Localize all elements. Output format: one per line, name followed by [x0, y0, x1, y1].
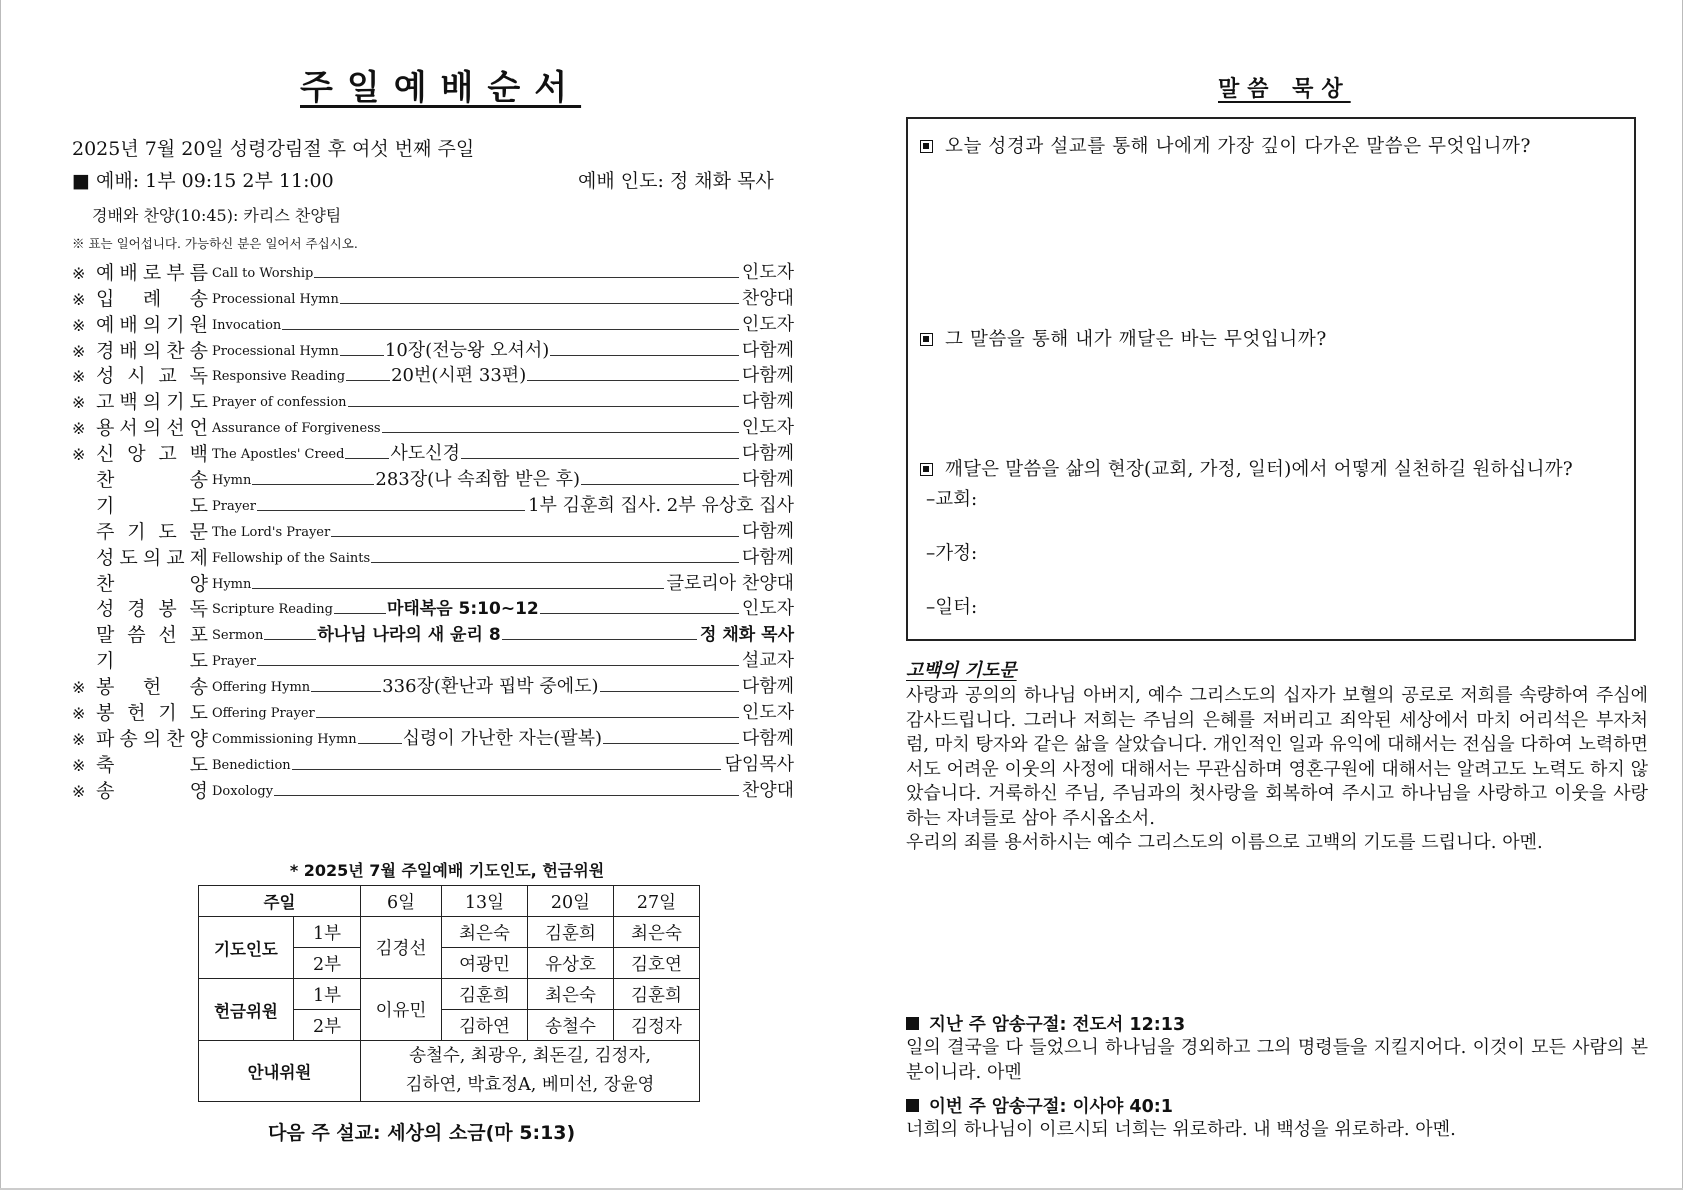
order-item	[72, 491, 794, 517]
order-item-name-char: 고	[158, 443, 177, 466]
confession-end: 우리의 죄를 용서하시는 예수 그리스도의 이름으로 고백의 기도를 드립니다. 아멘.	[906, 832, 1543, 853]
question-text: 깨달은 말씀을 삶의 현장(교회, 가정, 일터)에서 어떻게 실천하길 원하십니까?	[945, 459, 1573, 480]
leader-line	[371, 562, 739, 563]
order-item-english: Prayer	[212, 654, 256, 670]
stand-mark: ※	[72, 315, 86, 335]
table-cell: 1부	[294, 979, 361, 1010]
order-item	[72, 543, 794, 569]
table-cell: 안내위원	[199, 1041, 361, 1102]
stand-mark: ※	[72, 729, 86, 749]
leader-line	[340, 303, 739, 304]
order-item-name-char: 기	[96, 494, 115, 517]
confession-body: 사랑과 공의의 하나님 아버지, 예수 그리스도의 십자가 보혈의 공로로 저희를 속량하여 주심에 감사드립니다. 그러나 저희는 주님의 은혜를 저버리고 죄악된 세상에서 마치 어리석은 부자처럼, 마치 탕자와 같은 삶을 살았습니다. 개인적인 일과 유익에 대해서는 전심을 다하여 노력하면서도 어려운 이웃의 사정에 대해서는 무관심하며 영혼구원에 대해서는 알려고도 노력도 하지 않았습니다. 거룩하신 주님, 주님과의 첫사랑을 회복하여 주시고 하나님을 사랑하고 이웃을 사랑하는 자녀들로 삼아 주시옵소서.	[906, 685, 1648, 829]
order-item-name-char: 송	[189, 287, 208, 310]
order-item-name-char: 고	[96, 391, 115, 414]
order-item-english: Responsive Reading	[212, 369, 346, 385]
order-item-name-char: 도	[189, 650, 208, 673]
checkbox-square-icon	[920, 463, 933, 476]
order-item-name-char: 문	[189, 520, 208, 543]
question-1	[920, 132, 1531, 158]
leader-line	[550, 355, 739, 356]
leader-line	[264, 639, 316, 640]
order-item-name-char: 봉	[158, 598, 177, 621]
order-item-name-char: 독	[189, 365, 208, 388]
order-item-english: Offering Hymn	[212, 680, 311, 696]
order-item-name-char: 찬	[96, 572, 115, 595]
order-item-name-char: 의	[142, 339, 162, 362]
table-row	[199, 886, 700, 917]
leader-line	[540, 613, 739, 614]
order-item	[72, 672, 794, 698]
order-item-responsible: 찬양대	[741, 287, 794, 309]
leader-line	[527, 380, 739, 381]
stand-mark: ※	[72, 755, 86, 775]
order-item-english: The Apostles' Creed	[212, 447, 345, 463]
order-item-name-char: 예	[96, 313, 115, 336]
order-item-name-char: 름	[189, 261, 208, 284]
table-cell: 김훈희	[442, 979, 528, 1010]
order-item-detail: 마태복음 5:10~12	[386, 599, 539, 620]
order-item-name-char: 송	[189, 339, 208, 362]
order-item-name	[96, 365, 208, 387]
meditation-title: 말씀 묵상	[1218, 77, 1351, 102]
leader-line	[257, 665, 739, 666]
date-line: 2025년 7월 20일 성령강림절 후 여섯 번째 주일	[72, 138, 475, 160]
order-item	[72, 258, 794, 284]
order-item-name	[96, 547, 208, 569]
black-square-icon	[906, 1099, 919, 1112]
order-item-responsible: 인도자	[741, 261, 794, 283]
table-row	[199, 979, 700, 1010]
order-item-english: Hymn	[212, 576, 252, 592]
order-item-name-char: 로	[142, 261, 162, 284]
leader-line	[252, 484, 374, 485]
last-week-verse-label: 지난 주 암송구절: 전도서 12:13	[929, 1015, 1186, 1035]
order-item-name-char: 의	[142, 727, 162, 750]
order-item-responsible: 인도자	[741, 702, 794, 724]
this-week-verse-text: 너희의 하나님이 이르시되 너희는 위로하라. 내 백성을 위로하라. 아멘.	[906, 1119, 1456, 1140]
order-item-detail: 283장(나 속죄함 받은 후)	[375, 469, 581, 491]
leader-line	[292, 769, 722, 770]
table-cell: 최은숙	[528, 979, 614, 1010]
order-item-name-char: 성	[96, 546, 115, 569]
order-item-name-char: 교	[158, 365, 177, 388]
order-item-name-char: 영	[189, 779, 208, 802]
order-item-responsible: 다함께	[741, 365, 794, 387]
order-item-name-char: 송	[189, 469, 208, 492]
leader-line	[311, 691, 381, 692]
sub-work: –일터:	[926, 597, 978, 618]
order-item-name-char: 양	[189, 572, 208, 595]
order-item-responsible: 인도자	[741, 313, 794, 335]
order-item-name-char: 기	[166, 391, 185, 414]
table-cell: 김훈희	[614, 979, 700, 1010]
confession-title: 고백의 기도문	[906, 660, 1017, 681]
stand-mark: ※	[72, 704, 86, 724]
order-item-name-char: 헌	[127, 702, 146, 725]
order-item-responsible: 다함께	[741, 520, 794, 542]
order-item-name-char: 례	[142, 287, 162, 310]
order-item	[72, 646, 794, 672]
order-item-name-char: 도	[119, 546, 138, 569]
order-item-name-char: 경	[96, 339, 115, 362]
table-cell: 여광민	[442, 948, 528, 979]
order-item-detail: 10장(전능왕 오셔서)	[384, 339, 550, 361]
order-item-name	[96, 443, 208, 465]
order-item	[72, 387, 794, 413]
order-item-name-char: 파	[96, 727, 115, 750]
order-item-name-char: 도	[189, 391, 208, 414]
order-item-name-char: 원	[189, 313, 208, 336]
order-of-service	[72, 258, 794, 802]
duty-table	[198, 885, 700, 1102]
order-item-english: Scripture Reading	[212, 602, 333, 618]
order-item-name-char: 의	[142, 391, 162, 414]
order-item-name	[96, 598, 208, 620]
question-3	[920, 455, 1573, 481]
question-text: 오늘 성경과 설교를 통해 나에게 가장 깊이 다가온 말씀은 무엇입니까?	[945, 136, 1532, 157]
leader-line	[461, 458, 739, 459]
table-header-cell: 주일	[199, 886, 361, 917]
order-item-name-char: 입	[96, 287, 115, 310]
order-item-responsible: 다함께	[741, 676, 794, 698]
order-item-detail: 사도신경	[390, 443, 460, 465]
table-cell: 1부	[294, 917, 361, 948]
order-item-name-char: 배	[119, 261, 138, 284]
table-cell: 헌금위원	[199, 979, 294, 1041]
order-item-name	[96, 469, 208, 491]
order-item-name	[96, 702, 208, 724]
leader-line	[603, 743, 739, 744]
order-item-name-char: 교	[166, 546, 185, 569]
order-item-name	[96, 340, 208, 362]
order-item-name-char: 의	[142, 417, 162, 440]
order-item-detail: 336장(환난과 핍박 중에도)	[382, 676, 599, 698]
order-item-name-char: 서	[119, 417, 138, 440]
order-item-name-char: 도	[189, 702, 208, 725]
order-item	[72, 310, 794, 336]
leader-line	[282, 329, 739, 330]
order-item-english: Hymn	[212, 473, 252, 489]
order-item-name-char: 축	[96, 753, 115, 776]
meditation-box	[906, 117, 1636, 641]
question-2	[920, 325, 1327, 351]
order-item-name	[96, 314, 208, 336]
leader-line	[358, 743, 402, 744]
table-header-cell: 27일	[614, 886, 700, 917]
order-item-name-char: 송	[119, 727, 138, 750]
order-item-responsible: 찬양대	[741, 779, 794, 801]
order-item-name	[96, 521, 208, 543]
leader-line	[340, 355, 384, 356]
order-item-name	[96, 495, 208, 517]
stand-mark: ※	[72, 289, 86, 309]
order-item	[72, 336, 794, 362]
stand-mark: ※	[72, 445, 86, 465]
table-cell: 2부	[294, 1010, 361, 1041]
order-item-name-char: 기	[166, 313, 185, 336]
table-cell: 기도인도	[199, 917, 294, 979]
order-item-name	[96, 780, 208, 802]
stand-mark: ※	[72, 263, 86, 283]
table-cell: 김경선	[361, 917, 442, 979]
order-item-name-char: 도	[189, 753, 208, 776]
order-item	[72, 776, 794, 802]
sub-home: –가정:	[926, 543, 978, 564]
order-item-name-char: 양	[189, 727, 208, 750]
order-item-responsible: 인도자	[741, 598, 794, 620]
order-item-name-char: 앙	[127, 443, 146, 466]
leader-line	[252, 588, 663, 589]
usher-names-cell	[361, 1041, 700, 1102]
order-item-responsible: 다함께	[741, 469, 794, 491]
order-item-name-char: 배	[119, 339, 138, 362]
order-item-name	[96, 573, 208, 595]
order-item	[72, 362, 794, 388]
order-item-name-char: 포	[189, 624, 208, 647]
sub-church: –교회:	[926, 489, 978, 510]
order-item-english: Offering Prayer	[212, 706, 315, 722]
order-item-name-char: 제	[189, 546, 208, 569]
leader-line	[257, 510, 525, 511]
stand-note: ※ 표는 일어섭니다. 가능하신 분은 일어서 주십시오.	[72, 236, 358, 251]
table-cell: 송철수	[528, 1010, 614, 1041]
praise-info: 경배와 찬양(10:45): 카리스 찬양팀	[92, 206, 342, 225]
last-week-verse-text: 일의 결국을 다 들었으니 하나님을 경외하고 그의 명령들을 지킬지어다. 이것이 모든 사람의 본분이니라. 아멘	[906, 1037, 1648, 1083]
order-item-english: Processional Hymn	[212, 291, 339, 307]
order-item-english: Call to Worship	[212, 265, 314, 281]
order-item-english: Prayer	[212, 498, 256, 514]
leader-line	[274, 795, 739, 796]
order-item-responsible: 다함께	[741, 443, 794, 465]
order-item-name-char: 찬	[96, 469, 115, 492]
order-item-english: Assurance of Forgiveness	[212, 421, 381, 437]
leader-line	[382, 432, 739, 433]
table-row	[199, 1041, 700, 1102]
order-item-name	[96, 391, 208, 413]
order-item-english: The Lord's Prayer	[212, 524, 331, 540]
worship-leader: 예배 인도: 정 채화 목사	[578, 170, 774, 192]
order-item-name-char: 용	[96, 417, 115, 440]
this-week-verse-label: 이번 주 암송구절: 이사야 40:1	[929, 1097, 1173, 1117]
this-week-verse-heading	[906, 1093, 1173, 1118]
next-sermon: 다음 주 설교: 세상의 소금(마 5:13)	[268, 1122, 576, 1144]
stand-mark: ※	[72, 419, 86, 439]
question-text: 그 말씀을 통해 내가 깨달은 바는 무엇입니까?	[945, 329, 1327, 350]
order-item-responsible: 설교자	[741, 650, 794, 672]
order-item-responsible: 다함께	[741, 339, 794, 361]
order-item-name	[96, 288, 208, 310]
order-item	[72, 724, 794, 750]
table-header-cell: 6일	[361, 886, 442, 917]
table-cell: 김하연	[442, 1010, 528, 1041]
order-item-name	[96, 262, 208, 284]
order-item-name-char: 말	[96, 624, 115, 647]
order-item-name	[96, 728, 208, 750]
order-item-detail: 하나님 나라의 새 윤리 8	[317, 625, 501, 646]
table-header-cell: 13일	[442, 886, 528, 917]
table-cell: 김호연	[614, 948, 700, 979]
order-item-name-char: 신	[96, 443, 115, 466]
order-item-name-char: 도	[158, 520, 177, 543]
leader-line	[502, 639, 697, 640]
order-item-name-char: 시	[127, 365, 146, 388]
order-item-responsible: 글로리아 찬양대	[666, 572, 794, 594]
order-item-name-char: 선	[158, 624, 177, 647]
checkbox-square-icon	[920, 140, 933, 153]
leader-line	[314, 277, 738, 278]
stand-mark: ※	[72, 367, 86, 387]
stand-mark: ※	[72, 678, 86, 698]
confession-prayer	[906, 684, 1648, 856]
leader-line	[346, 380, 390, 381]
order-item-name-char: 기	[158, 702, 177, 725]
order-item-name	[96, 650, 208, 672]
leader-line	[600, 691, 739, 692]
order-item	[72, 413, 794, 439]
order-item-english: Prayer of confession	[212, 395, 347, 411]
order-item-name-char: 독	[189, 598, 208, 621]
order-item-name-char: 봉	[96, 676, 115, 699]
usher-line: 김하연, 박효정A, 베미선, 장윤영	[405, 1075, 655, 1095]
leader-line	[316, 717, 739, 718]
order-item-name-char: 송	[189, 676, 208, 699]
order-item-name-char: 기	[96, 650, 115, 673]
order-item-english: Doxology	[212, 783, 274, 799]
duty-table-title: * 2025년 7월 주일예배 기도인도, 헌금위원	[289, 861, 605, 880]
table-cell: 최은숙	[614, 917, 700, 948]
table-cell: 김훈희	[528, 917, 614, 948]
order-item-english: Commissioning Hymn	[212, 731, 357, 747]
order-item-name-char: 헌	[142, 676, 162, 699]
order-item-name-char: 주	[96, 520, 115, 543]
order-item	[72, 517, 794, 543]
order-item-responsible: 1부 김훈희 집사. 2부 유상호 집사	[528, 494, 794, 516]
order-item	[72, 284, 794, 310]
service-times: ■ 예배: 1부 09:15 2부 11:00	[72, 170, 334, 192]
order-item-name-char: 언	[189, 417, 208, 440]
order-item-english: Invocation	[212, 317, 282, 333]
order-item	[72, 620, 794, 646]
order-item-detail: 20번(시편 33편)	[391, 365, 527, 387]
table-cell: 김정자	[614, 1010, 700, 1041]
order-item	[72, 750, 794, 776]
order-item-responsible: 정 채화 목사	[700, 625, 794, 646]
order-item-name-char: 도	[189, 494, 208, 517]
order-item-english: Benediction	[212, 757, 291, 773]
order-item	[72, 569, 794, 595]
order-item-name-char: 의	[142, 313, 162, 336]
order-item-name-char: 경	[127, 598, 146, 621]
order-item	[72, 465, 794, 491]
order-item-name-char: 백	[119, 391, 138, 414]
order-item-name-char: 선	[166, 417, 185, 440]
order-item-name-char: 성	[96, 365, 115, 388]
order-item-name	[96, 676, 208, 698]
order-item-name-char: 송	[96, 779, 115, 802]
table-header-cell: 20일	[528, 886, 614, 917]
order-item-name	[96, 754, 208, 776]
order-item-name-char: 성	[96, 598, 115, 621]
stand-mark: ※	[72, 781, 86, 801]
table-row	[199, 917, 700, 948]
order-item-name	[96, 624, 208, 646]
order-item-responsible: 담임목사	[724, 753, 794, 775]
order-item-name-char: 찬	[166, 339, 185, 362]
order-item-name-char: 봉	[96, 702, 115, 725]
order-item-responsible: 인도자	[741, 417, 794, 439]
worship-order-title: 주일예배순서	[300, 68, 582, 108]
order-item-detail: 십령이 가난한 자는(팔복)	[402, 727, 603, 749]
table-cell: 유상호	[528, 948, 614, 979]
order-item-name-char: 찬	[166, 727, 185, 750]
order-item-english: Fellowship of the Saints	[212, 550, 371, 566]
usher-line: 송철수, 최광우, 최돈길, 김정자,	[409, 1046, 651, 1066]
order-item-name-char: 씀	[127, 624, 146, 647]
black-square-icon	[906, 1017, 919, 1030]
order-item-name-char: 백	[189, 443, 208, 466]
order-item-english: Sermon	[212, 628, 264, 644]
order-item	[72, 595, 794, 621]
order-item-english: Processional Hymn	[212, 343, 339, 359]
order-item	[72, 439, 794, 465]
order-item-responsible: 다함께	[741, 391, 794, 413]
order-item-responsible: 다함께	[741, 727, 794, 749]
table-cell: 이유민	[361, 979, 442, 1041]
order-item-name	[96, 417, 208, 439]
last-week-verse-heading	[906, 1011, 1185, 1036]
leader-line	[581, 484, 739, 485]
order-item-name-char: 배	[119, 313, 138, 336]
order-item-name-char: 의	[142, 546, 162, 569]
leader-line	[345, 458, 389, 459]
order-item-responsible: 다함께	[741, 546, 794, 568]
table-cell: 2부	[294, 948, 361, 979]
order-item	[72, 698, 794, 724]
order-item-name-char: 기	[127, 520, 146, 543]
order-item-name-char: 예	[96, 261, 115, 284]
stand-mark: ※	[72, 341, 86, 361]
checkbox-square-icon	[920, 333, 933, 346]
leader-line	[348, 406, 739, 407]
order-item-name-char: 부	[166, 261, 185, 284]
stand-mark: ※	[72, 393, 86, 413]
leader-line	[331, 536, 739, 537]
table-cell: 최은숙	[442, 917, 528, 948]
leader-line	[334, 613, 386, 614]
